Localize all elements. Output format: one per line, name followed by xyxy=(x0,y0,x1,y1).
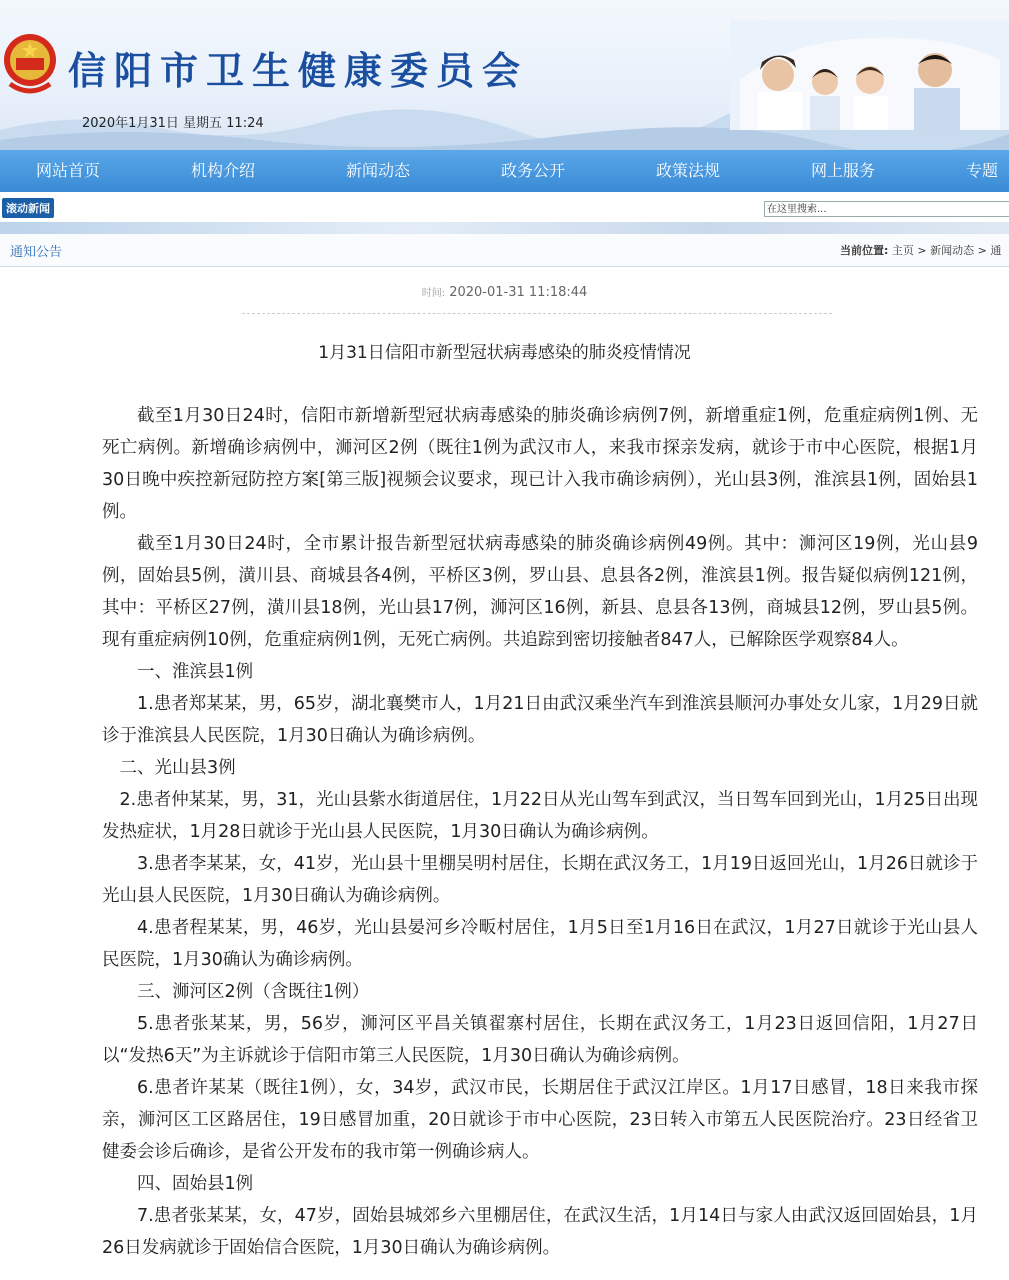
paragraph: 截至1月30日24时，全市累计报告新型冠状病毒感染的肺炎确诊病例49例。其中：浉河区19例，光山县9例，固始县5例，潢川县、商城县各4例，平桥区3例，罗山县、息县各2例，淮滨县1例。报告疑似病例121例，其中：平桥区27例，潢川县18例，光山县17例，浉河区16例，新县、息县各13例，商城县12例，罗山县5例。现有重症病例10例，危重症病例1例，无死亡病例。共追踪到密切接触者847人，已解除医学观察84人。 xyxy=(102,534,978,650)
article-meta xyxy=(0,284,1009,300)
paragraph: 截至1月30日24时，信阳市新增新型冠状病毒感染的肺炎确诊病例7例，新增重症1例，危重症病例1例、无死亡病例。新增确诊病例中，浉河区2例（既往1例为武汉市人，来我市探亲发病，就诊于市中心医院，根据1月30日晚中疾控新冠防控方案[第三版]视频会议要求，现已计入我市确诊病例），光山县3例，淮滨县1例，固始县1例。 xyxy=(102,406,978,522)
paragraph: 1.患者郑某某，男，65岁，湖北襄樊市人，1月21日由武汉乘坐汽车到淮滨县顺河办事处女儿家，1月29日就诊于淮滨县人民医院，1月30日确认为确诊病例。 xyxy=(102,694,978,746)
section-heading: 三、浉河区2例（含既往1例） xyxy=(137,982,370,1002)
nav-item-policy[interactable]: 政策法规 xyxy=(656,161,721,180)
nav-item-gov-affairs[interactable]: 政务公开 xyxy=(501,161,566,180)
paragraph: 2.患者仲某某，男，31，光山县紫水街道居住，1月22日从光山驾车到武汉，当日驾车回到光山，1月25日出现发热症状，1月28日就诊于光山县人民医院，1月30日确认为确诊病例。 xyxy=(102,790,978,842)
section-heading: 二、光山县3例 xyxy=(119,758,236,778)
breadcrumb-label: 当前位置: xyxy=(840,244,889,257)
section-heading: 四、固始县1例 xyxy=(137,1174,254,1194)
national-emblem-icon xyxy=(2,28,58,100)
site-header xyxy=(0,0,1009,150)
paragraph: 4.患者程某某，男，46岁，光山县晏河乡冷畈村居住，1月5日至1月16日在武汉，1月27日就诊于光山县人民医院，1月30确认为确诊病例。 xyxy=(102,918,978,970)
publish-time: 2020-01-31 11:18:44 xyxy=(449,285,588,300)
article-body xyxy=(102,400,978,1264)
family-photo-image xyxy=(730,20,1009,130)
breadcrumb xyxy=(840,242,1001,258)
news-ticker-bar xyxy=(0,192,1009,222)
meta-divider xyxy=(242,313,832,314)
section-heading: 一、淮滨县1例 xyxy=(137,662,254,682)
ticker-label: 滚动新闻 xyxy=(2,198,54,218)
time-label: 时间: xyxy=(421,288,446,299)
nav-item-news[interactable]: 新闻动态 xyxy=(346,161,411,180)
nav-item-topics[interactable]: 专题 xyxy=(966,161,999,180)
breadcrumb-bar xyxy=(0,234,1009,267)
paragraph: 5.患者张某某，男，56岁，浉河区平昌关镇翟寨村居住，长期在武汉务工，1月23日返回信阳，1月27日以“发热6天”为主诉就诊于信阳市第三人民医院，1月30日确认为确诊病例。 xyxy=(102,1014,978,1066)
main-navigation xyxy=(0,150,1009,192)
nav-item-online-service[interactable]: 网上服务 xyxy=(811,161,876,180)
decorative-band xyxy=(0,222,1009,234)
nav-item-about[interactable]: 机构介绍 xyxy=(191,161,256,180)
breadcrumb-path[interactable]: 主页 > 新闻动态 > 通 xyxy=(891,244,1002,257)
paragraph: 7.患者张某某，女，47岁，固始县城郊乡六里棚居住，在武汉生活，1月14日与家人由武汉返回固始县，1月26日发病就诊于固始信合医院，1月30日确认为确诊病例。 xyxy=(102,1206,978,1258)
section-title[interactable]: 通知公告 xyxy=(10,245,63,260)
nav-item-home[interactable]: 网站首页 xyxy=(36,161,101,180)
header-date: 2020年1月31日 星期五 11:24 xyxy=(82,116,264,131)
site-title: 信阳市卫生健康委员会 xyxy=(68,49,529,93)
paragraph: 3.患者李某某，女，41岁，光山县十里棚吴明村居住，长期在武汉务工，1月19日返回光山，1月26日就诊于光山县人民医院，1月30日确认为确诊病例。 xyxy=(102,854,978,906)
search-input[interactable]: 在这里搜索... xyxy=(764,201,1009,217)
paragraph: 6.患者许某某（既往1例），女，34岁，武汉市民，长期居住于武汉江岸区。1月17日感冒，18日来我市探亲，浉河区工区路居住，19日感冒加重，20日就诊于市中心医院，23日转入市第五人民医院治疗。23日经省卫健委会诊后确诊，是省公开发布的我市第一例确诊病人。 xyxy=(102,1078,978,1162)
article-title: 1月31日信阳市新型冠状病毒感染的肺炎疫情情况 xyxy=(318,343,691,363)
